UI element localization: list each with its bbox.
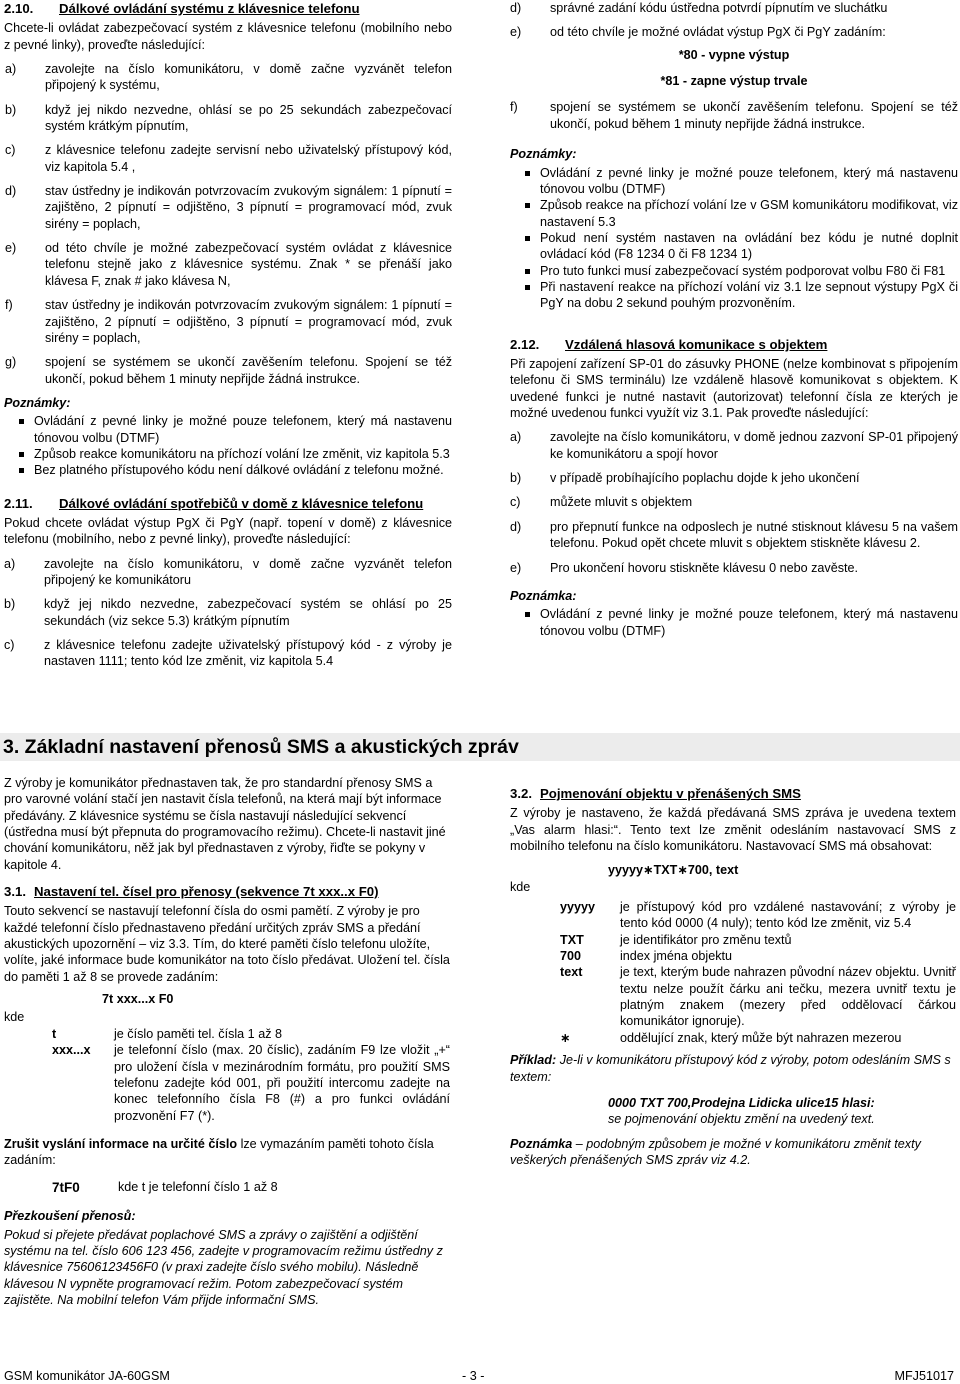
item-text: v případě probíhajícího poplachu dojde k jeho ukončení [550, 471, 860, 486]
item-label: g) [5, 355, 17, 370]
item-text: od této chvíle je možné zabezpečovací systém ovládat z klávesnice telefonu stejně jako z klávesnice systému. Znak * se přenáší jako klávesa F, znak # jako klávesa N, [45, 241, 452, 288]
item-text: zavolejte na číslo komunikátoru, v domě začne vyzvánět telefon připojený k systému, [45, 61, 452, 93]
section-number: 3.2. [510, 786, 532, 801]
section-heading [4, 495, 452, 512]
section-heading [510, 336, 958, 353]
section-title: Dálkové ovládání systému z klávesnice telefonu [59, 1, 360, 16]
note-item: Pokud není systém nastaven na ovládání bez kódu je nutné doplnit ovládací kód (F8 1234 0 či F8 1234 1) [510, 230, 958, 263]
item-text: stav ústředny je indikován potvrzovacím zvukovým signálem: 1 pípnutí = zajištěno, 2 pípnutí = odjištěno, 3 pípnutí = programovací mód, zvuk sirény = poplach, [45, 184, 452, 231]
item-label: a) [510, 430, 522, 445]
list-item [4, 637, 452, 670]
note-item: Ovládání z pevné linky je možné pouze telefonem, který má nastavenu tónovou volbu (DTMF) [510, 165, 958, 198]
left-top-column [4, 0, 452, 678]
note-title: Poznámka: [510, 588, 577, 603]
definition-text: je text, kterým bude nahrazen původní název objektu. Uvnitř textu nelze použít čárku ani tečku, mezera uvnitř textu je platným znakem (mezery před oddělovací čárkou komunikátor ignoruje). [620, 965, 956, 1029]
chapter-heading-bar [0, 733, 960, 761]
kde-label: kde [510, 879, 531, 894]
note-item: Při nastavení reakce na příchozí volání viz 3.1 lze sepnout výstupy PgX či PgY na dobu 2 sekund pouhým prozvoněním. [510, 279, 958, 312]
note-item: Způsob reakce komunikátoru na příchozí volání lze změnit, viz kapitola 5.3 [4, 446, 452, 462]
section-heading [510, 785, 956, 802]
item-text: můžete mluvit s objektem [550, 495, 693, 510]
paragraph: Pokud si přejete předávat poplachové SMS a zprávy o zajištění a odjištění systému na tel. číslo 606 123 456, zadejte v programovacím režimu ústředny z klávesnice 75606123456F0 (v praxi zadejte číslo svého mobilu). Následně klávesou N vypněte programovací režim. Potom zabezpečovací systém zajistěte. Na mobilní telefon Vám přijde informační SMS. [4, 1227, 443, 1308]
code-description: kde t je telefonní číslo 1 až 8 [118, 1179, 278, 1194]
list-item [510, 24, 958, 40]
item-label: c) [5, 143, 16, 158]
section-title: Nastavení tel. čísel pro přenosy (sekvence 7t xxx..x F0) [34, 884, 379, 900]
list-item [510, 429, 958, 462]
section-number: 2.10. [4, 1, 34, 16]
definition-text: je číslo paměti tel. čísla 1 až 8 [114, 1026, 282, 1041]
paragraph: Příklad: Je-li v komunikátoru přístupový kód z výroby, potom odesláním SMS s textem: [510, 1053, 951, 1084]
footer-left: GSM komunikátor JA-60GSM [4, 1369, 170, 1383]
note-item: Ovládání z pevné linky je možné pouze telefonem, který má nastavenu tónovou volbu (DTMF) [4, 413, 452, 446]
item-text: z klávesnice telefonu zadejte servisní nebo uživatelský přístupový kód, viz kapitola 5.4 , [45, 143, 452, 174]
paragraph: Chcete-li ovládat zabezpečovací systém z klávesnice telefonu (mobilního nebo z pevné linky), proveďte následující: [4, 21, 452, 52]
item-text: od této chvíle je možné ovládat výstup PgX či PgY zadáním: [550, 25, 886, 40]
section-heading [4, 883, 450, 900]
paragraph: Pokud chcete ovládat výstup PgX či PgY (např. topení v domě) z klávesnice telefonu (mobilního, nebo z pevné linky), proveďte následující: [4, 515, 452, 547]
item-label: e) [510, 25, 522, 40]
definition-text: je telefonní číslo (max. 20 číslic), zadáním F9 lze vložit „+“ pro uložení čísla v mezinárodním formátu, pro použití SMS telefonu zadejte kód 001, při použití intercomu zadejte na konec telefonního čísla F8 (#) a pro funkci ovládání prozvonění F7 (*). [114, 1043, 450, 1123]
item-text: zavolejte na číslo komunikátoru, v domě jednou zazvoní SP-01 připojený ke komunikátoru a spojí hovor [550, 430, 958, 461]
section-number: 3.1. [4, 884, 26, 900]
list-item [5, 240, 452, 289]
list-item [510, 0, 958, 16]
list-item [5, 102, 452, 135]
notes-title: Přezkoušení přenosů: [4, 1209, 136, 1224]
paragraph: Z výroby je nastaveno, že každá předávaná SMS zpráva je uvedena textem „Vas alarm hlasi:“. Tento text lze změnit odesláním nastavovací SMS z mobilního telefonu na číslo komunikátoru. Nastavovací SMS má obsahovat: [510, 806, 956, 853]
list-item [4, 596, 452, 629]
section-title: Vzdálená hlasová komunikace s objektem [565, 336, 828, 352]
note-item: Pro tuto funkci musí zabezpečovací systém podporovat volbu F80 či F81 [510, 263, 958, 279]
kde-label: kde [4, 1010, 25, 1025]
notes-title: Poznámky: [510, 147, 577, 162]
item-label: d) [510, 519, 522, 534]
definition-term: 700 [560, 949, 582, 964]
notes-list [510, 606, 958, 639]
section-number: 2.11. [4, 495, 33, 511]
paragraph: se pojmenování objektu změní na uvedený text. [608, 1112, 875, 1127]
instruction-list [4, 556, 452, 670]
note-item: Způsob reakce na příchozí volání lze v GSM komunikátoru modifikovat, viz nastavení 5.3 [510, 197, 958, 230]
chapter-title: 3. Základní nastavení přenosů SMS a akustických zpráv [3, 736, 519, 758]
section-title: Pojmenování objektu v přenášených SMS [540, 786, 801, 801]
spacer [510, 964, 560, 1029]
spacer [510, 948, 560, 964]
item-text: správné zadání kódu ústředna potvrdí pípnutím ve sluchátku [550, 1, 888, 15]
list-item [5, 142, 452, 175]
list-item [510, 519, 958, 552]
cancel-code-row [4, 1179, 450, 1197]
notes-list [4, 413, 452, 478]
list-item [5, 354, 452, 387]
list-item [510, 560, 958, 576]
footer-page-number: - 3 - [462, 1369, 485, 1383]
spacer [510, 899, 560, 932]
item-label: f) [5, 298, 13, 313]
list-item [510, 470, 958, 486]
list-item [5, 183, 452, 232]
code-line: *81 - zapne výstup trvale [660, 74, 808, 89]
right-bottom-column [510, 785, 956, 1168]
paragraph: Při zapojení zařízení SP-01 do zásuvky PHONE (nelze kombinovat s připojením telefonu či SMS terminálu) lze vzdáleně hlasově komunikovat s objektem. K uvedené funkci je nutné nastavit (autorizovat) telefonní čísla ze kterých je možné uvedenou funkci využít viz 3.1. Pak proveďte následující: [510, 356, 958, 420]
definition-list [510, 899, 956, 1046]
item-text: pro přepnutí funkce na odposlech je nutné stisknout klávesu 5 na vašem telefonu. Pokud opět chcete mluvit s objektem stiskněte klávesu 2. [550, 519, 958, 551]
item-label: b) [510, 471, 522, 486]
code-line: 7tF0 [52, 1179, 80, 1195]
item-label: b) [5, 102, 17, 117]
item-label: d) [510, 1, 522, 15]
code-line: yyyyy∗TXT∗700, text [608, 863, 739, 878]
note-item: Bez platného přístupového kódu není dálkové ovládání z telefonu možné. [4, 462, 452, 478]
spacer [510, 1030, 560, 1046]
notes-title: Poznámky: [4, 395, 71, 410]
definition-text: je identifikátor pro změnu textů [620, 932, 792, 947]
definition-text: oddělující znak, který může být nahrazen mezerou [620, 1030, 902, 1045]
definition-text: index jména objektu [620, 949, 733, 964]
code-line: 7t xxx...x F0 [102, 992, 174, 1007]
item-label: c) [510, 495, 521, 510]
code-line: 0000 TXT 700,Prodejna Lidicka ulice15 hlasi: [608, 1095, 875, 1110]
item-text: zavolejte na číslo komunikátoru, v domě začne vyzvánět telefon připojený ke komunikátoru [44, 556, 452, 588]
list-item [510, 494, 958, 510]
item-text: z klávesnice telefonu zadejte uživatelský přístupový kód - z výroby je nastaven 1111; tento kód lze změnit, viz kapitola 5.4 [44, 638, 452, 669]
item-label: d) [5, 184, 17, 199]
section-heading [4, 0, 452, 17]
definition-term: xxx...x [52, 1043, 91, 1058]
item-label: a) [5, 61, 17, 76]
definition-list [4, 1026, 450, 1124]
paragraph: Z výroby je komunikátor přednastaven tak, že pro standardní přenosy SMS a pro varovné volání stačí jen nastavit čísla telefonů, na která mají být informace předávány. Z klávesnice systému se čísla nastavují následující sekvencí (ústředna musí být přepnuta do programovacího režimu). Chcete-li nastavit jiné chování komunikátoru, něž jak byl přednastaven z výroby, řiďte se pokyny v kapitole 4. [4, 776, 446, 872]
item-label: c) [4, 638, 15, 653]
definition-term: TXT [560, 932, 584, 947]
notes-list [510, 165, 958, 312]
definition-term: t [52, 1026, 57, 1041]
list-item [4, 556, 452, 589]
item-text: když jej nikdo nezvedne, ohlásí se po 25 sekundách zabezpečovací systém krátkým pípnutím, [45, 102, 452, 133]
definition-term: text [560, 965, 583, 980]
item-text: stav ústředny je indikován potvrzovacím zvukovým signálem: 1 pípnutí = zajištěno, 2 pípnutí = odjištěno, 3 pípnutí = programovací mód, zvuk sirény = poplach, [45, 298, 452, 345]
definition-term: ∗ [560, 1030, 571, 1045]
code-line: *80 - vypne výstup [678, 47, 790, 62]
item-label: e) [510, 560, 522, 575]
paragraph: Zrušit vyslání informace na určité číslo lze vymazáním paměti tohoto čísla zadáním: [4, 1136, 434, 1168]
paragraph: Touto sekvencí se nastavují telefonní čísla do osmi pamětí. Z výroby je pro každé telefonní číslo přednastaveno předání určitých zpráv SMS a předání akustických upozornění – viz 3.3. Tím, do které paměti číslo telefonu uložíte, volíte, jaké informace bude komunikátor na toto číslo předávat. Uložení tel. čísla do paměti 1 až 8 se provede zadáním: [4, 904, 450, 984]
left-bottom-column [4, 775, 450, 1308]
section-title: Dálkové ovládání spotřebičů v domě z klávesnice telefonu [59, 495, 424, 511]
section-number: 2.12. [510, 336, 540, 352]
item-label: a) [4, 556, 16, 571]
instruction-list [510, 0, 958, 41]
item-label: b) [4, 597, 16, 612]
list-item [5, 297, 452, 346]
spacer [510, 932, 560, 948]
paragraph: Poznámka – podobným způsobem je možné v komunikátoru změnit texty veškerých přenášených SMS zpráv viz 4.2. [510, 1136, 921, 1167]
list-item: f) spojení se systémem se ukončí zavěšením telefonu. Spojení se též ukončí, pokud během 1 minuty nepřijde žádná instrukce. [510, 100, 958, 131]
definition-term: yyyyy [560, 899, 596, 914]
right-top-column [510, 0, 958, 647]
note-item: Ovládání z pevné linky je možné pouze telefonem, který má nastavenu tónovou volbu (DTMF) [510, 606, 958, 639]
footer-right: MFJ51017 [894, 1369, 954, 1383]
instruction-list [4, 61, 452, 387]
instruction-list [510, 429, 958, 576]
item-text: Pro ukončení hovoru stiskněte klávesu 0 nebo zavěste. [550, 560, 859, 575]
item-label: e) [5, 241, 17, 256]
item-text: spojení se systémem se ukončí zavěšením telefonu. Spojení se též ukončí, pokud během 1 minuty nepřijde žádná instrukce. [45, 355, 452, 386]
item-text: když jej nikdo nezvedne, zabezpečovací systém se ohlásí po 25 sekundách (viz sekce 5.3) krátkým pípnutím [44, 597, 452, 628]
definition-text: je přístupový kód pro vzdálené nastavování; z výroby je tento kód 0000 (4 nuly); tento kód lze změnit, viz 5.4 [620, 899, 956, 931]
list-item [5, 61, 452, 94]
